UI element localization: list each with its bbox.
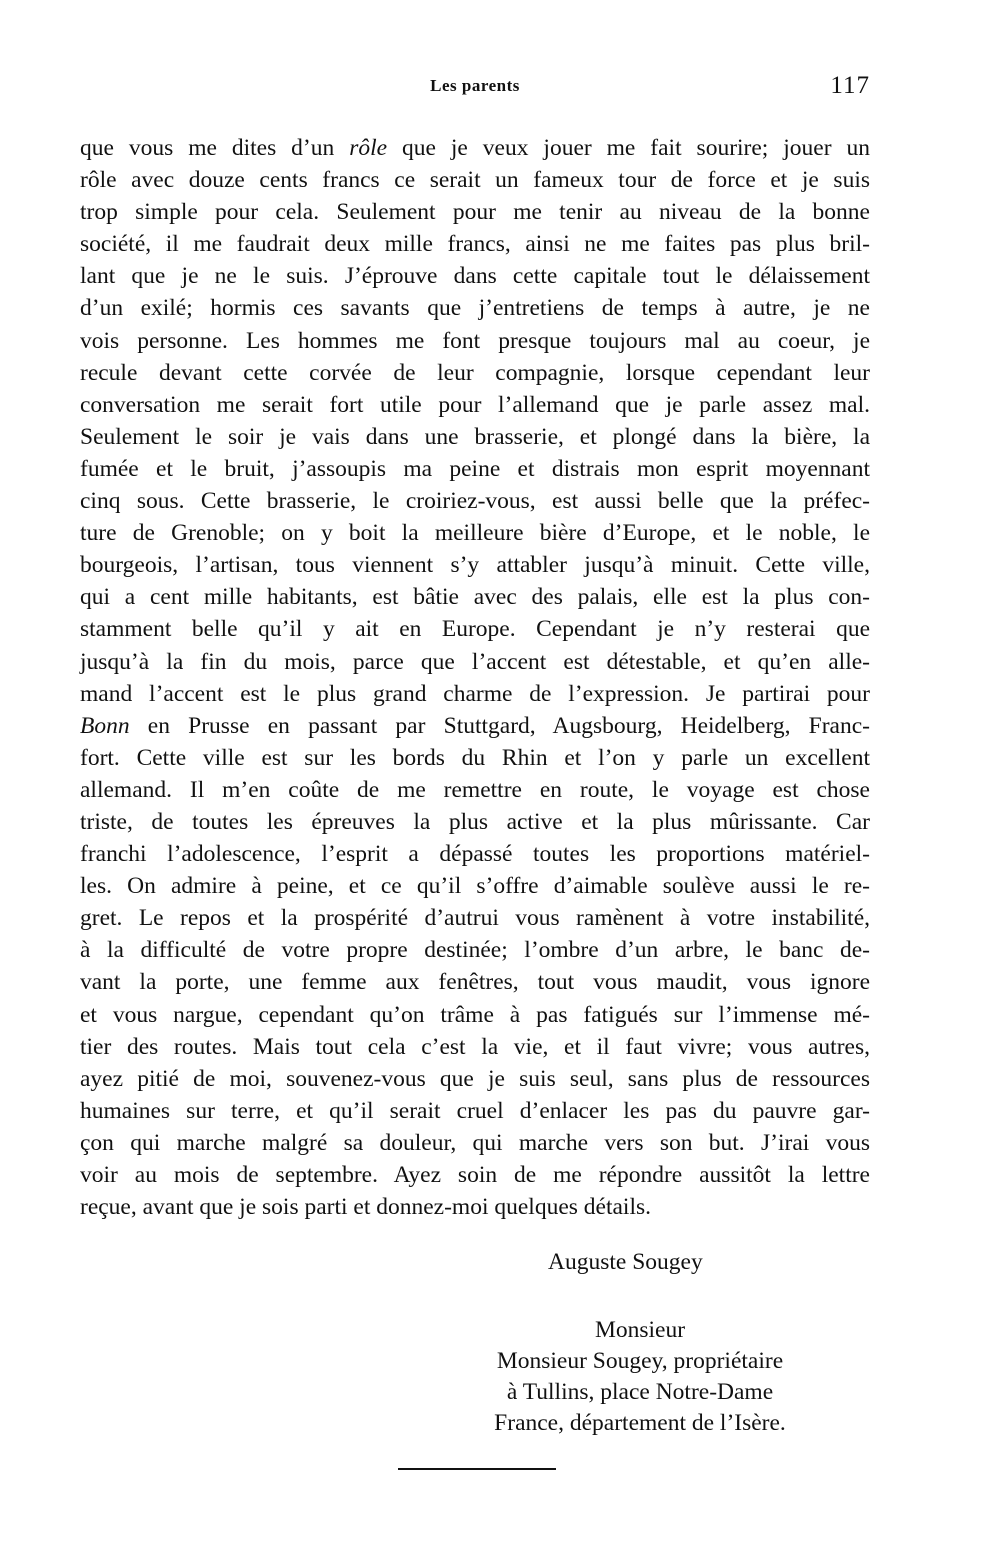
signature: Auguste Sougey (548, 1249, 703, 1275)
text-segment: Seulement le soir je vais dans une brasserie, et plongé dans la bière, la (80, 423, 870, 450)
text-line (80, 196, 870, 228)
italic-word: rôle (349, 135, 388, 161)
text-line (80, 678, 870, 710)
text-line (80, 485, 870, 517)
text-line (80, 292, 870, 324)
text-line (80, 1095, 870, 1127)
text-line (80, 549, 870, 581)
text-segment: ture de Grenoble; on y boit la meilleure bière d’Europe, et le noble, le (80, 520, 870, 547)
text-segment: voir au mois de septembre. Ayez soin de me répondre aussitôt la lettre (80, 1162, 870, 1188)
text-segment: les. On admire à peine, et ce qu’il s’offre d’aimable soulève aussi le re- (80, 873, 870, 900)
text-segment: fort. Cette ville est sur les bords du Rhin et l’on y parle un excellent (80, 744, 870, 771)
text-line (80, 389, 870, 421)
running-head (80, 72, 870, 108)
text-line (80, 517, 870, 549)
text-segment: triste, de toutes les épreuves la plus active et la plus mûrissante. Car (80, 808, 870, 835)
text-segment: société, il me faudrait deux mille francs, ainsi ne me faites pas plus bril- (80, 231, 870, 258)
text-line (80, 774, 870, 806)
text-segment: vant la porte, une femme aux fenêtres, tout vous maudit, vous ignore (80, 969, 870, 996)
text-segment: ayez pitié de moi, souvenez-vous que je suis seul, sans plus de ressources (80, 1065, 870, 1092)
text-line (80, 1159, 870, 1191)
text-line (80, 1127, 870, 1159)
text-segment: reçue, avant que je sois parti et donnez-moi quelques détails. (80, 1194, 651, 1221)
text-segment: franchi l’adolescence, l’esprit a dépassé toutes les proportions matériel- (80, 841, 870, 868)
italic-word: Bonn (80, 712, 130, 739)
text-segment: en Prusse en passant par Stuttgard, Augsbourg, Heidelberg, Franc- (129, 712, 870, 739)
text-line (80, 902, 870, 934)
address-line: France, département de l’Isère. (494, 1410, 786, 1436)
text-line (80, 228, 870, 260)
text-line (80, 1191, 870, 1223)
text-line (80, 838, 870, 870)
text-segment: d’un exilé; hormis ces savants que j’entretiens de temps à autre, je ne (80, 295, 870, 322)
text-segment: jusqu’à la fin du mois, parce que l’accent est détestable, et qu’en alle- (80, 648, 870, 675)
text-segment: humaines sur terre, et qu’il serait cruel d’enlacer les pas du pauvre gar- (80, 1097, 870, 1124)
text-line (80, 581, 870, 613)
text-segment: vois personne. Les hommes me font presque toujours mal au coeur, je (80, 327, 870, 354)
text-line (80, 646, 870, 678)
text-line (80, 742, 870, 774)
address-block (440, 1315, 840, 1439)
text-segment: bourgeois, l’artisan, tous viennent s’y attabler jusqu’à minuit. Cette ville, (80, 552, 870, 579)
text-line (80, 453, 870, 485)
text-line (80, 325, 870, 357)
text-segment: trop simple pour cela. Seulement pour me tenir au niveau de la bonne (80, 199, 870, 226)
text-segment: que vous me dites d’un (80, 135, 350, 161)
text-segment: cinq sous. Cette brasserie, le croiriez-vous, est aussi belle que la préfec- (80, 488, 870, 515)
text-segment: gret. Le repos et la prospérité d’autrui vous ramènent à votre instabilité, (80, 905, 870, 932)
text-segment: çon qui marche malgré sa douleur, qui marche vers son but. J’irai vous (80, 1129, 870, 1156)
text-segment: allemand. Il m’en coûte de me remettre en route, le voyage est chose (80, 776, 870, 803)
running-title: Les parents (430, 76, 520, 95)
text-segment: et vous nargue, cependant qu’on trâme à pas fatigués sur l’immense mé- (80, 1001, 870, 1028)
letter-body (80, 132, 870, 1223)
text-line (80, 357, 870, 389)
text-line (80, 260, 870, 292)
text-line (80, 1063, 870, 1095)
text-line (80, 421, 870, 453)
address-line: à Tullins, place Notre-Dame (506, 1379, 774, 1405)
text-segment: à la difficulté de votre propre destinée; l’ombre d’un arbre, le banc de- (80, 937, 870, 964)
text-line (80, 1031, 870, 1063)
text-segment: tier des routes. Mais tout cela c’est la vie, et il faut vivre; vous autres, (80, 1033, 870, 1060)
text-segment: qui a cent mille habitants, est bâtie avec des palais, elle est la plus con- (80, 584, 870, 611)
text-line (80, 966, 870, 998)
text-segment: lant que je ne le suis. J’éprouve dans cette capitale tout le délaissement (80, 263, 870, 290)
text-line (80, 999, 870, 1031)
address-line: Monsieur Sougey, propriétaire (496, 1348, 784, 1374)
section-divider (398, 1468, 556, 1470)
text-line (80, 806, 870, 838)
text-line (80, 164, 870, 196)
text-segment: rôle avec douze cents francs ce serait un fameux tour de force et je suis (80, 167, 870, 194)
address-line: Monsieur (594, 1317, 686, 1343)
text-segment: recule devant cette corvée de leur compagnie, lorsque cependant leur (80, 359, 870, 386)
text-line (80, 934, 870, 966)
text-segment: stamment belle qu’il y ait en Europe. Cependant je n’y resterai que (80, 616, 870, 643)
text-line (80, 710, 870, 742)
text-segment: mand l’accent est le plus grand charme de l’expression. Je partirai pour (80, 680, 870, 707)
text-line (80, 870, 870, 902)
text-line (80, 613, 870, 645)
page-number: 117 (830, 72, 870, 99)
text-segment: que je veux jouer me fait sourire; jouer un (387, 135, 871, 161)
text-line (80, 132, 870, 164)
text-segment: fumée et le bruit, j’assoupis ma peine et distrais mon esprit moyennant (80, 455, 870, 482)
text-segment: conversation me serait fort utile pour l’allemand que je parle assez mal. (80, 391, 870, 418)
